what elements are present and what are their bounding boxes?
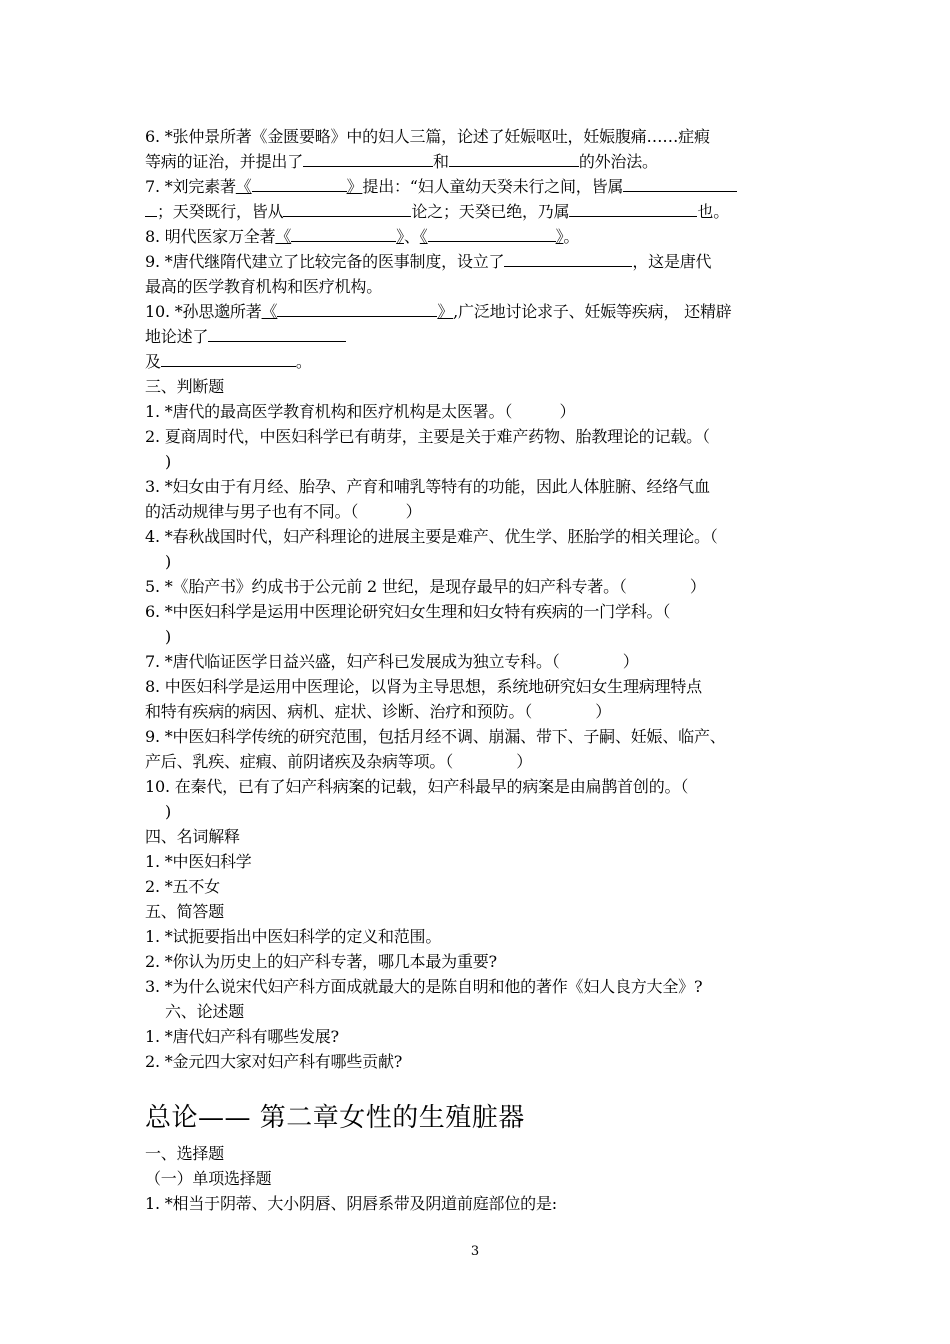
fill-q8-line: 8. 明代医家万全著《 》、《 》。 <box>145 224 813 249</box>
answer-blank[interactable] <box>145 199 157 217</box>
fill-q9-line1: 9. *唐代继隋代建立了比较完备的医事制度，设立了 ，这是唐代 <box>145 249 813 274</box>
fill-q6-line2: 等病的证治，并提出了 和 的外治法。 <box>145 149 813 174</box>
essay-item: 1. *唐代妇产科有哪些发展? <box>145 1027 339 1046</box>
judge-line: 3. *妇女由于有月经、胎孕、产育和哺乳等特有的功能，因此人体脏腑、经络气血 <box>145 477 710 496</box>
judge-line: 的活动规律与男子也有不同。（ ） <box>145 502 422 521</box>
judge-line: 9. *中医妇科学传统的研究范围，包括月经不调、崩漏、带下、子嗣、妊娠、临产、 <box>145 727 726 746</box>
fill-q10-line3: 及 。 <box>145 349 813 374</box>
term-item: 2. *五不女 <box>145 877 220 896</box>
section-heading-choice: 一、选择题 <box>145 1144 225 1163</box>
answer-blank[interactable] <box>291 224 396 242</box>
section-heading-essay: 六、论述题 <box>165 1002 245 1021</box>
section-heading-short: 五、简答题 <box>145 902 225 921</box>
section-heading-judge: 三、判断题 <box>145 377 225 396</box>
judge-line: 7. *唐代临证医学日益兴盛，妇产科已发展成为独立专科。（ ） <box>145 652 639 671</box>
judge-line: 1. *唐代的最高医学教育机构和医疗机构是太医署。（ ） <box>145 402 576 421</box>
subsection-heading: （一）单项选择题 <box>145 1169 272 1188</box>
judge-line: 6. *中医妇科学是运用中医理论研究妇女生理和妇女特有疾病的一门学科。（ <box>145 602 671 621</box>
judge-line: 8. 中医妇科学是运用中医理论，以肾为主导思想，系统地研究妇女生理病理特点 <box>145 677 702 696</box>
answer-blank[interactable] <box>569 199 697 217</box>
judge-line: 产后、乳疾、症瘕、前阴诸疾及杂病等项。（ ） <box>145 752 533 771</box>
short-item: 2. *你认为历史上的妇产科专著，哪几本最为重要? <box>145 952 497 971</box>
judge-line: ) <box>165 802 172 821</box>
answer-blank[interactable] <box>504 249 632 267</box>
fill-q9-line2: 最高的医学教育机构和医疗机构。 <box>145 277 383 296</box>
section-heading-terms: 四、名词解释 <box>145 827 240 846</box>
short-item: 3. *为什么说宋代妇产科方面成就最大的是陈自明和他的著作《妇人良方大全》? <box>145 977 703 996</box>
judge-line: 5. *《胎产书》约成书于公元前 2 世纪，是现存最早的妇产科专著。（ ） <box>145 577 706 596</box>
fill-q10-line1: 10. *孙思邈所著《 》,广泛地讨论求子、妊娠等疾病， 还精辟 <box>145 299 813 324</box>
judge-line: ) <box>165 627 172 646</box>
fill-q6-line1: 6. *张仲景所著《金匮要略》中的妇人三篇，论述了妊娠呕吐，妊娠腹痛……症瘕 <box>145 127 710 146</box>
judge-line: 2. 夏商周时代，中医妇科学已有萌芽，主要是关于难产药物、胎教理论的记载。（ <box>145 427 710 446</box>
judge-line: 4. *春秋战国时代，妇产科理论的进展主要是难产、优生学、胚胎学的相关理论。（ <box>145 527 718 546</box>
answer-blank[interactable] <box>277 299 437 317</box>
choice-question: 1. *相当于阴蒂、大小阴唇、阴唇系带及阴道前庭部位的是: <box>145 1194 557 1213</box>
answer-blank[interactable] <box>428 224 556 242</box>
fill-q10-line2: 地论述了 <box>145 324 813 349</box>
answer-blank[interactable] <box>161 349 296 367</box>
answer-blank[interactable] <box>283 199 411 217</box>
term-item: 1. *中医妇科学 <box>145 852 252 871</box>
page-number: 3 <box>470 1244 480 1259</box>
answer-blank[interactable] <box>252 174 347 192</box>
answer-blank[interactable] <box>303 149 433 167</box>
short-item: 1. *试扼要指出中医妇科学的定义和范围。 <box>145 927 442 946</box>
essay-item: 2. *金元四大家对妇产科有哪些贡献? <box>145 1052 403 1071</box>
fill-q7-line2: ；天癸既行，皆从 论之；天癸已绝，乃属 也。 <box>145 199 813 224</box>
answer-blank[interactable] <box>623 174 737 192</box>
chapter-title: 总论—— 第二章女性的生殖脏器 <box>145 1103 525 1133</box>
answer-blank[interactable] <box>208 324 346 342</box>
judge-line: 和特有疾病的病因、病机、症状、诊断、治疗和预防。（ ） <box>145 702 612 721</box>
judge-line: 10. 在秦代，已有了妇产科病案的记载，妇产科最早的病案是由扁鹊首创的。（ <box>145 777 689 796</box>
answer-blank[interactable] <box>449 149 579 167</box>
fill-q7-line1: 7. *刘完素著《 》提出：“妇人童幼天癸未行之间，皆属 <box>145 174 813 199</box>
judge-line: ) <box>165 552 172 571</box>
judge-line: ) <box>165 452 172 471</box>
document-page <box>145 124 813 1216</box>
